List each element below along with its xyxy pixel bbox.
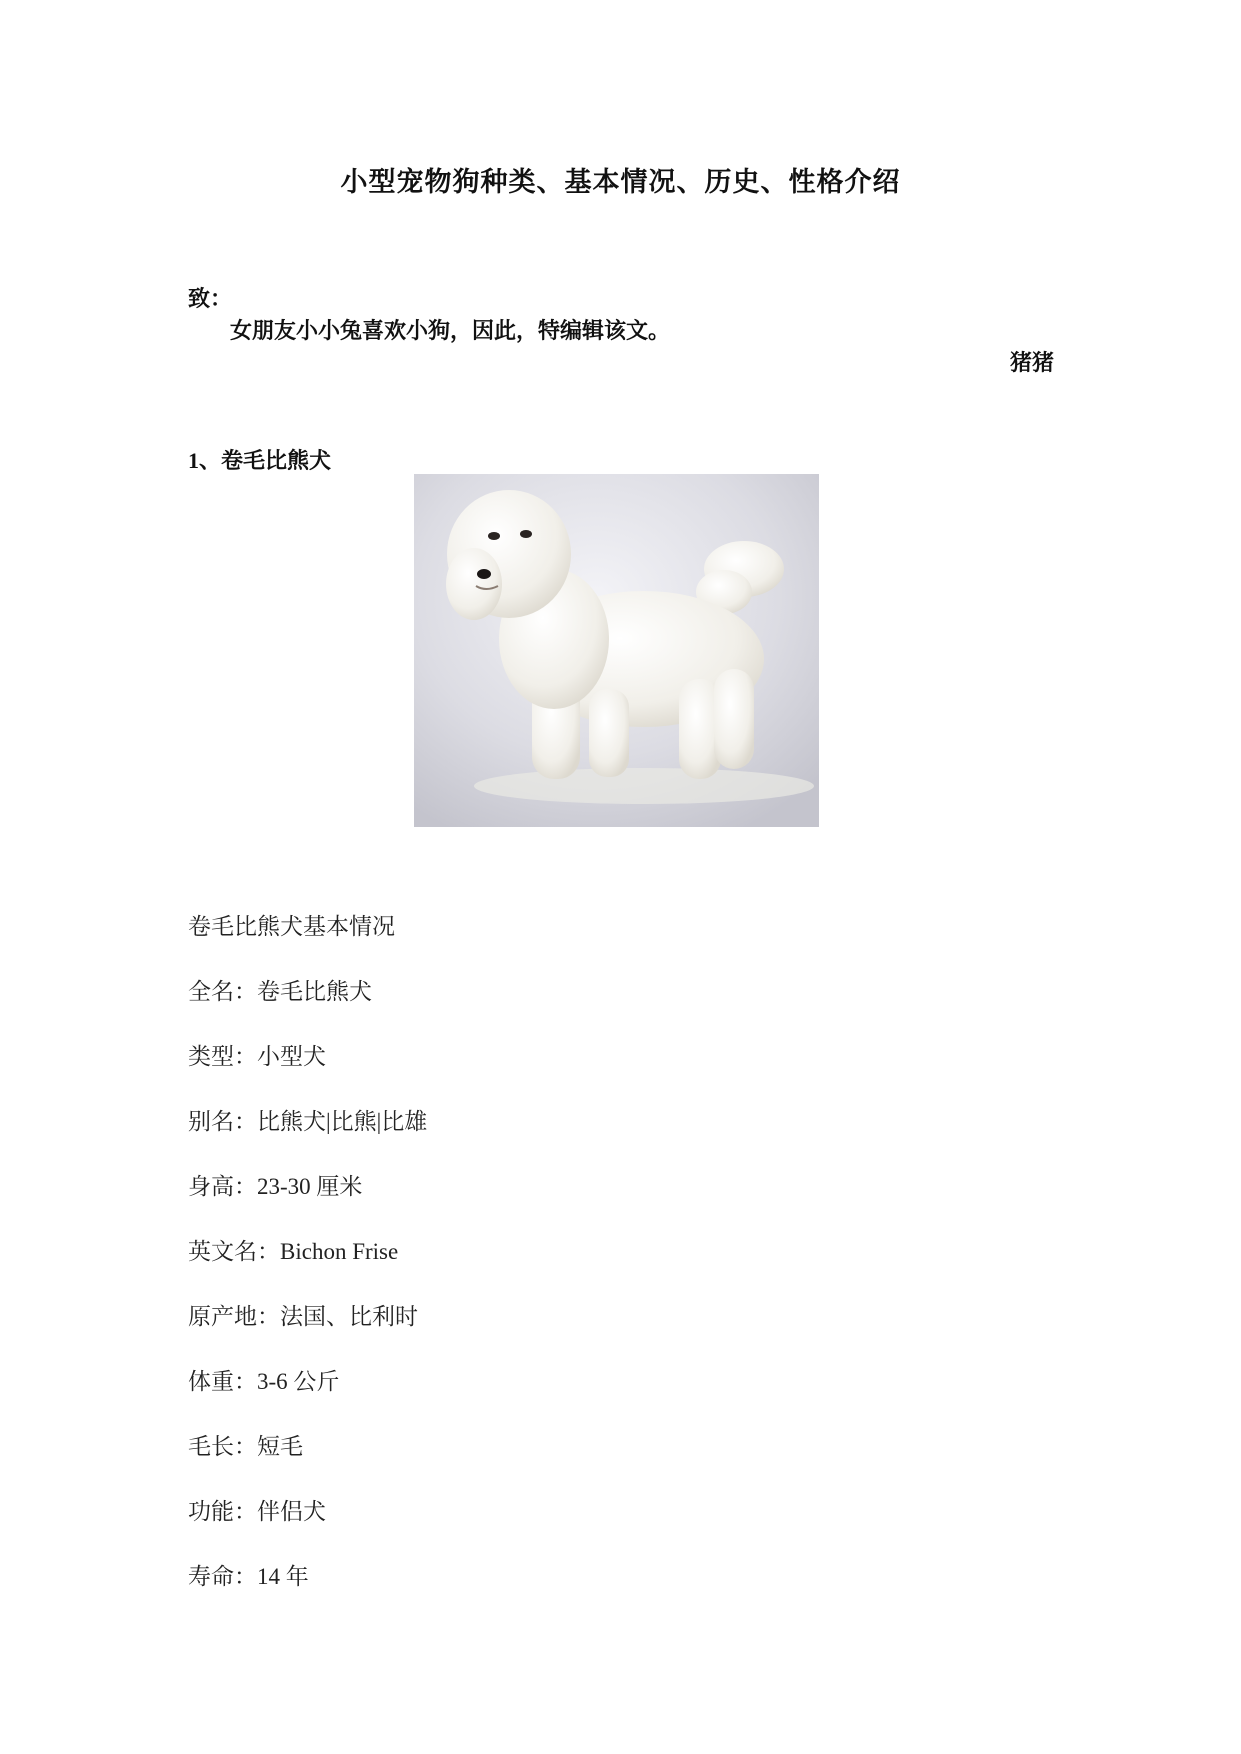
info-row-origin [188,1302,427,1367]
info-label: 寿命： [188,1564,257,1589]
info-row-full-name [188,977,427,1042]
info-row-lifespan [188,1562,427,1627]
info-row-height [188,1172,427,1237]
info-value: 3-6 公斤 [257,1369,340,1394]
info-label: 类型： [188,1044,257,1069]
info-label: 别名： [188,1109,257,1134]
info-value: 伴侣犬 [257,1499,326,1524]
info-value: 小型犬 [257,1044,326,1069]
info-label: 毛长： [188,1434,257,1459]
info-row-english-name [188,1237,427,1302]
info-label: 原产地： [188,1304,280,1329]
section-heading: 1、卷毛比熊犬 [188,448,332,473]
info-label: 全名： [188,979,257,1004]
info-label: 功能： [188,1499,257,1524]
salutation: 致： [188,286,233,311]
info-value: 卷毛比熊犬 [257,979,372,1004]
info-row-function [188,1497,427,1562]
info-label: 身高： [188,1174,257,1199]
info-row-weight [188,1367,427,1432]
info-label: 体重： [188,1369,257,1394]
info-value: 法国、比利时 [280,1304,418,1329]
document-title: 小型宠物狗种类、基本情况、历史、性格介绍 [340,167,901,197]
info-value: 14 年 [257,1564,309,1589]
info-row-type [188,1042,427,1107]
info-value: 短毛 [257,1434,303,1459]
info-label: 英文名： [188,1239,280,1264]
dog-photo [414,474,819,827]
info-intro: 卷毛比熊犬基本情况 [188,914,395,939]
info-value: Bichon Frise [280,1239,399,1264]
info-row-coat-length [188,1432,427,1497]
dedication-line: 女朋友小小兔喜欢小狗，因此，特编辑该文。 [230,318,671,343]
info-block [188,912,427,1627]
signature: 猪猪 [1009,350,1054,375]
info-value: 比熊犬|比熊|比雄 [257,1109,428,1134]
info-row-alias [188,1107,427,1172]
info-value: 23-30 厘米 [257,1174,363,1199]
